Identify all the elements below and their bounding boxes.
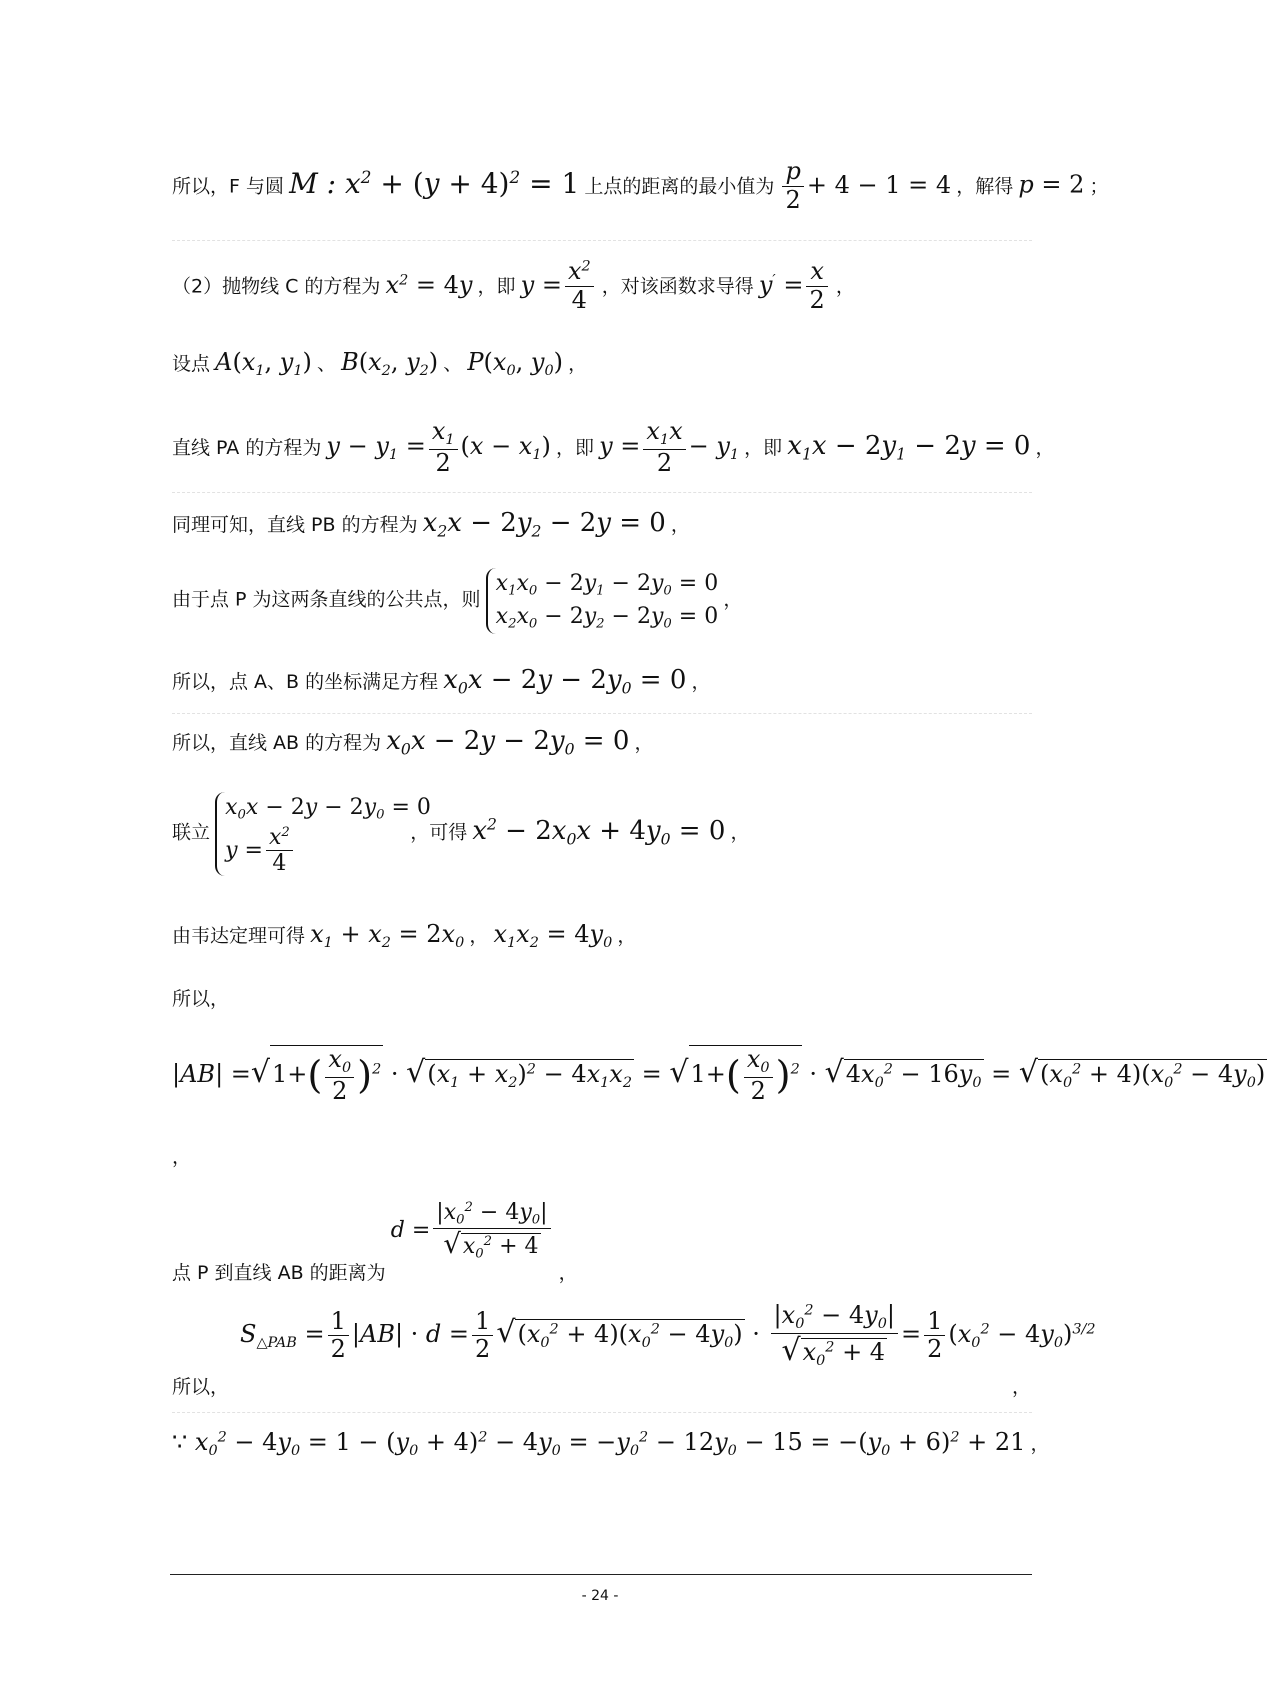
formula-point-p: $P(x_0$, $y_0$) xyxy=(467,348,563,380)
formula-because: ∵ $x_0^2 - 4y_0 = 1 - (y_0 + 4)^2 - 4y_0 = -y_0^2 - 12y_0 - 15 = -(y_0 + 6)^2 + 21$ xyxy=(172,1428,1026,1460)
formula-pa-point-slope: $y - y_1$ = $\frac{x_1}{2}$ $(x - x_1)$ xyxy=(326,417,551,477)
text: 、 xyxy=(316,353,336,375)
text: ，即 xyxy=(555,437,594,460)
formula-pb-general: $x_2x - 2y_2 - 2y = 0$ xyxy=(422,508,666,541)
text: 所以， xyxy=(172,988,230,1010)
text: ，可得 xyxy=(410,821,468,844)
line-14 xyxy=(172,1372,229,1399)
text: ， xyxy=(1012,1376,1032,1398)
formula-ab-satisfy: $x_0x - 2y - 2y_0 = 0$ xyxy=(443,665,687,698)
text: ， xyxy=(172,1146,192,1168)
line-9 xyxy=(172,792,749,876)
separator xyxy=(172,240,1032,241)
text: ， xyxy=(730,821,750,844)
line-15 xyxy=(172,1428,1050,1459)
formula-parabola: $x^2 = 4y$ xyxy=(385,270,473,299)
line-2 xyxy=(172,258,855,314)
separator xyxy=(172,492,1032,493)
separator xyxy=(172,1412,1032,1413)
text: ， xyxy=(723,588,743,611)
line-4 xyxy=(172,418,1055,477)
text: 由于点 P 为这两条直线的公共点，则 xyxy=(172,588,481,611)
text: 联立 xyxy=(172,821,211,844)
line-12 xyxy=(172,1045,1267,1105)
formula-circle-m: M : $x^2 + (y + 4)^2 = 1$ xyxy=(289,166,580,200)
text: ，即 xyxy=(477,275,516,298)
text: ； xyxy=(1089,175,1109,198)
formula-vieta-sum: $x_1 + x_2 = 2x_0$ xyxy=(310,920,465,952)
formula-ab-line: $x_0x - 2y - 2y_0 = 0$ xyxy=(386,726,630,759)
text: ， xyxy=(691,671,711,693)
text: 同理可知，直线 PB 的方程为 xyxy=(172,514,418,536)
text: ， xyxy=(634,732,654,754)
formula-system-joint: $x_0x - 2y - 2y_0 = 0$ y = $\frac{x^2}{4}$ xyxy=(215,792,405,876)
line-8 xyxy=(172,726,653,758)
text: ，对该函数求导得 xyxy=(601,275,754,298)
text: 、 xyxy=(443,353,463,375)
formula-distance-d: d = $\frac{|x_0^2 - 4y_0|}{√x_0^2 + 4}$ xyxy=(391,1218,554,1243)
formula-y-of-x: y = $\frac{x^2}{4}$ xyxy=(521,271,597,299)
text: ， xyxy=(1030,1433,1050,1455)
formula-quadratic: $x^2 - 2x_0x + 4y_0 = 0$ xyxy=(472,815,726,849)
text: 由韦达定理可得 xyxy=(172,925,306,947)
text: ， xyxy=(568,353,588,375)
text: 设点 xyxy=(172,353,211,375)
line-12-comma xyxy=(172,1142,191,1169)
line-5 xyxy=(172,508,690,540)
text: ， xyxy=(1035,437,1055,460)
text: 所以，直线 AB 的方程为 xyxy=(172,732,382,754)
separator xyxy=(172,713,1032,714)
line-1 xyxy=(172,158,1108,214)
text: 直线 PA 的方程为 xyxy=(172,437,322,460)
text: ， xyxy=(617,925,637,947)
text: 所以，F 与圆 xyxy=(172,175,284,198)
line-14-formula xyxy=(240,1302,1096,1369)
text: 所以，点 A、B 的坐标满足方程 xyxy=(172,671,439,693)
formula-system-p: $x_1x_0 - 2y_1 - 2y_0 = 0$ $x_2x_0 - 2y_2 - 2y_0 = 0$ xyxy=(486,568,719,634)
formula-derivative: y′ = $\frac{x}{2}$ xyxy=(759,271,831,299)
text: ， xyxy=(835,275,855,298)
line-10 xyxy=(172,920,636,951)
line-6 xyxy=(172,568,742,634)
line-11 xyxy=(172,984,229,1011)
line-13 xyxy=(172,1200,578,1285)
line-7 xyxy=(172,665,710,697)
line-14-comma xyxy=(1012,1372,1031,1399)
formula-pa-slope-form: y = $\frac{x_1x}{2}$ − $y_1$ xyxy=(599,417,740,477)
text: 点 P 到直线 AB 的距离为 xyxy=(172,1261,386,1284)
formula-ab-length: |AB| =√1+( $\frac{x_0}{2}$ )$^2 \cdot √(x_1 + x_2)^2 - 4x_1x_2 = √1+$( $\frac{x_0}{2}$ )$^2 \cdot √4x_0^2 - 16y_0 = √(x_0^2 + 4)(x_0^2 - 4y_0)$ xyxy=(172,1045,1266,1105)
text: （2）抛物线 C 的方程为 xyxy=(172,275,381,298)
formula-min-distance: $\frac{p}{2}$ + 4 − 1 = 4 xyxy=(779,171,951,199)
text: ， xyxy=(469,925,489,947)
formula-pa-general: $x_1x - 2y_1 - 2y = 0$ xyxy=(787,431,1031,464)
text: ， xyxy=(558,1261,578,1284)
text: ，即 xyxy=(744,437,783,460)
text: 所以， xyxy=(172,1376,230,1398)
formula-p-value: p = 2 xyxy=(1018,170,1085,199)
formula-point-a: $A(x_1$, $y_1$) xyxy=(215,348,312,380)
formula-area: $S_{\triangle PAB}$ = $\frac{1}{2}$ |AB| · d = $\frac{1}{2}$ $√(x_0^2 + 4)(x_0^2 - 4y_0)$ · $\frac{|x_0^2 - 4y_0|}{√x_0^2 + 4}$ = $\frac{1}{2}$ $(x_0^2 - 4y_0)^{3/2}$ xyxy=(240,1301,1096,1369)
text: ，解得 xyxy=(956,175,1014,198)
line-3 xyxy=(172,348,587,379)
text: 上点的距离的最小值为 xyxy=(584,175,775,198)
footer-rule xyxy=(170,1574,1032,1575)
formula-vieta-product: $x_1x_2 = 4y_0$ xyxy=(493,920,613,952)
formula-point-b: $B(x_2$, $y_2$) xyxy=(341,348,439,380)
text: ， xyxy=(670,514,690,536)
page-number: - 24 - xyxy=(581,1588,619,1604)
